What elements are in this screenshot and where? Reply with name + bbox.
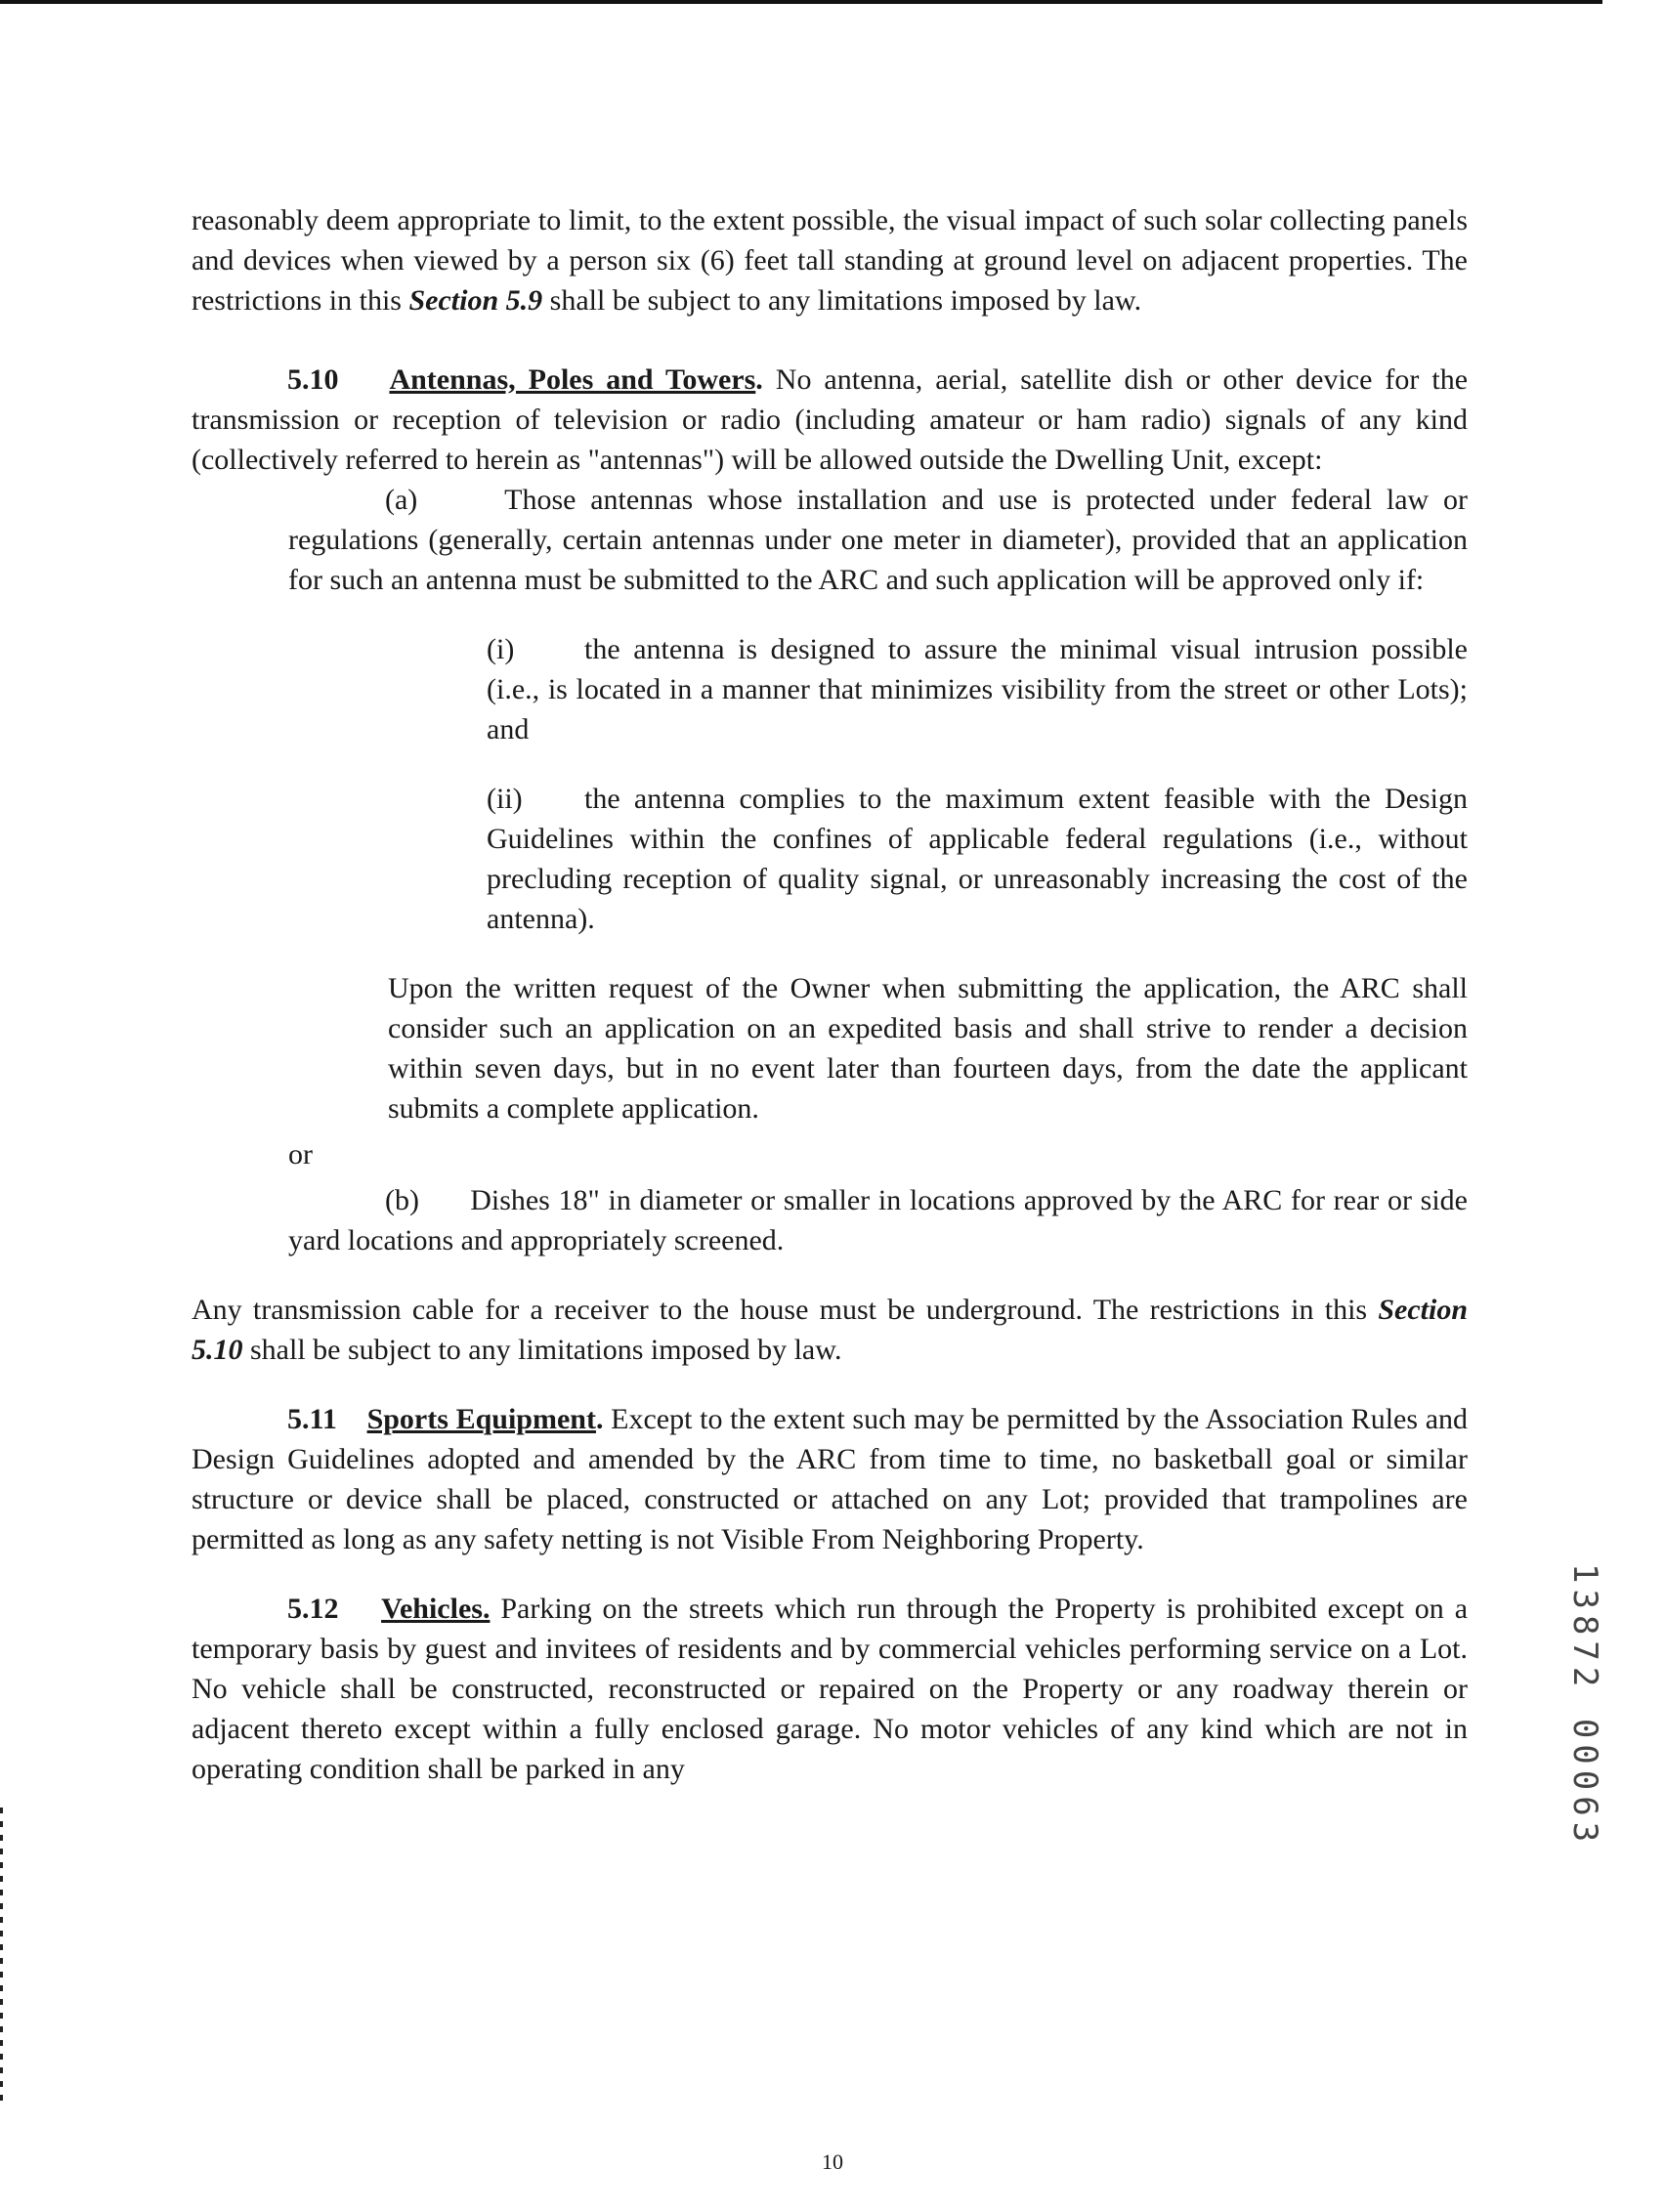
- continuation-text-end: shall be subject to any limitations imposed by law.: [542, 284, 1142, 317]
- section-body: Except to the extent such may be permitted by the Association Rules and Design Guidelines adopted and amended by the ARC from time to time, no basketball goal or similar structure or device shall be placed, constructed or attached on any Lot; provided that trampolines are permitted as long as any safety netting is not Visible From Neighboring Property.: [192, 1403, 1469, 1555]
- clause-text: the antenna is designed to assure the minimal visual intrusion possible (i.e., is located in a manner that minimizes visibility from the street or other Lots); and: [487, 633, 1468, 745]
- recording-stamp-text: 13872 00063: [1565, 1563, 1604, 1849]
- section-reference: Section 5.9: [408, 284, 543, 317]
- clause-ii: [487, 779, 1468, 939]
- continuation-text: reasonably deem appropriate to limit, to the extent possible, the visual impact of such solar collecting panels and devices when viewed by a person six (6) feet tall standing at ground level on adjacent properties. The restrictions in this: [192, 204, 1468, 317]
- document-body: [192, 200, 1468, 1789]
- section-5-10-closing: [192, 1290, 1468, 1370]
- section-title-period: .: [755, 363, 763, 396]
- clause-i: [487, 629, 1468, 749]
- section-body: Parking on the streets which run through the Property is prohibited except on a temporary basis by guest and invitees of residents and by commercial vehicles performing service on a Lot. No vehicle shall be constructed, reconstructed or repaired on the Property or any roadway therein or adjacent thereto except within a fully enclosed garage. No motor vehicles of any kind which are not in operating condition shall be parked in any: [192, 1593, 1469, 1785]
- section-title: Vehicles.: [381, 1593, 491, 1625]
- subsection-label: (b): [385, 1184, 419, 1216]
- section-number: 5.11: [287, 1403, 337, 1435]
- section-5-10: [192, 360, 1468, 480]
- subsection-b: [288, 1180, 1468, 1260]
- subsection-a: [288, 480, 1468, 600]
- subsection-text: Dishes 18" in diameter or smaller in locations approved by the ARC for rear or side yard locations and appropriately screened.: [288, 1184, 1468, 1256]
- expedited-request-paragraph: [388, 968, 1468, 1128]
- expedited-request-text: Upon the written request of the Owner when submitting the application, the ARC shall consider such an application on an expedited basis and shall strive to render a decision within seven days, but in no event later than fourteen days, from the date the applicant submits a complete application.: [388, 972, 1468, 1125]
- or-connector: or: [288, 1138, 313, 1170]
- top-scan-border: [0, 0, 1602, 4]
- section-5-11: [192, 1399, 1468, 1559]
- closing-text-end: shall be subject to any limitations imposed by law.: [242, 1334, 842, 1366]
- left-scan-marks: [0, 1808, 3, 2101]
- section-title-period: .: [595, 1403, 604, 1435]
- subsection-label: (a): [385, 484, 418, 516]
- clause-label: (ii): [487, 783, 523, 815]
- section-title: Sports Equipment: [366, 1403, 596, 1435]
- clause-text: the antenna complies to the maximum extent feasible with the Design Guidelines within the confines of applicable federal regulations (i.e., without precluding reception of quality signal, or unreasonably increasing the cost of the antenna).: [487, 783, 1468, 935]
- clause-label: (i): [487, 633, 515, 665]
- section-number: 5.12: [287, 1593, 339, 1625]
- section-reference: Section 5.10: [192, 1294, 1468, 1366]
- section-body: No antenna, aerial, satellite dish or other device for the transmission or reception of television or radio (including amateur or ham radio) signals of any kind (collectively referred to herein as "antennas") will be allowed outside the Dwelling Unit, except:: [192, 363, 1469, 476]
- recording-stamp: [1565, 1563, 1606, 1849]
- subsection-text: Those antennas whose installation and use is protected under federal law or regulations (generally, certain antennas under one meter in diameter), provided that an application for such an antenna must be submitted to the ARC and such application will be approved only if:: [288, 484, 1468, 596]
- continuation-paragraph: [192, 200, 1468, 320]
- section-number: 5.10: [287, 363, 339, 396]
- section-5-12: [192, 1589, 1468, 1789]
- page-number: 10: [822, 2149, 843, 2174]
- section-title: Antennas, Poles and Towers: [389, 363, 756, 396]
- closing-text: Any transmission cable for a receiver to the house must be underground. The restrictions in this: [192, 1294, 1379, 1326]
